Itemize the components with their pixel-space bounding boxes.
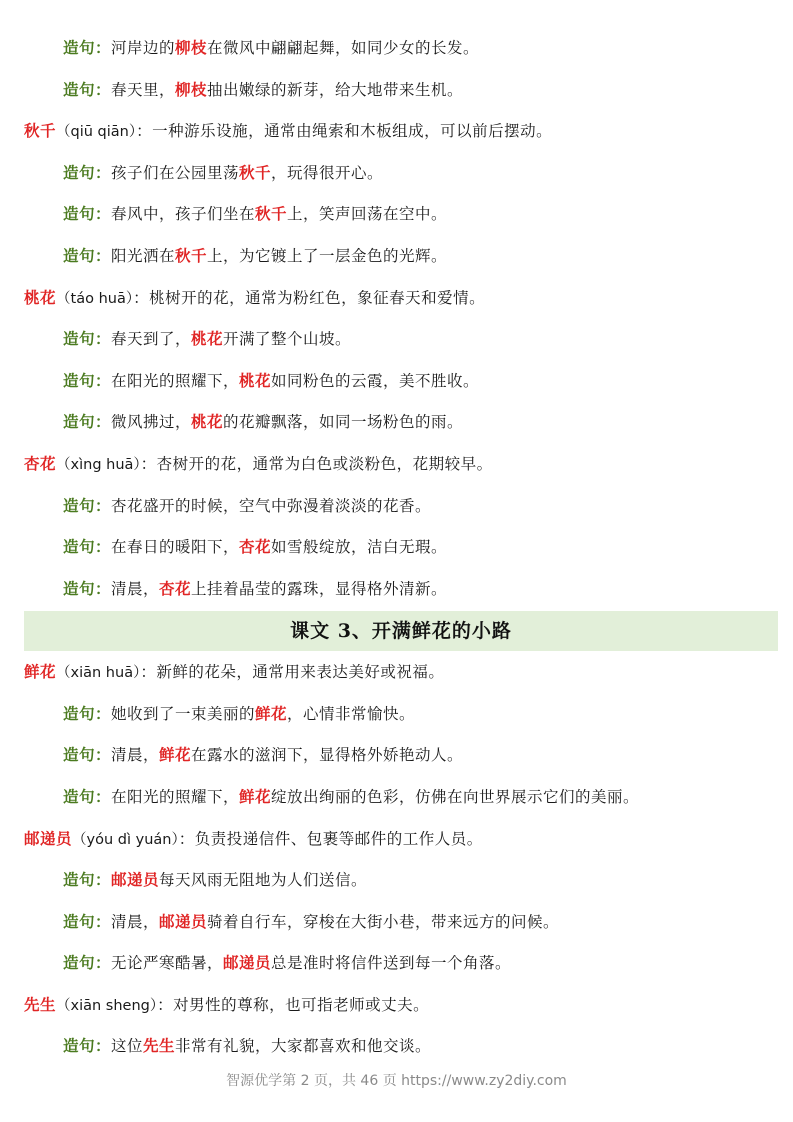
sentence-text-pre: 在春日的暖阳下， xyxy=(111,538,240,556)
vocabulary-entry xyxy=(0,449,493,479)
sentence-text-pre: 杏花盛开的时候，空气中弥漫着淡淡的花香。 xyxy=(111,497,432,515)
section-title-banner: 课文 3、开满鲜花的小路 xyxy=(24,611,778,651)
sentence-text-pre: 阳光洒在 xyxy=(111,247,176,265)
example-sentence xyxy=(0,574,447,604)
sentence-text-pre: 她收到了一束美丽的 xyxy=(111,705,256,723)
sentence-text-post: ，玩得很开心。 xyxy=(271,164,384,182)
vocab-term: 邮递员 xyxy=(24,829,73,848)
sentence-label: 造句： xyxy=(63,329,112,348)
highlighted-term: 邮递员 xyxy=(111,870,160,889)
sentence-label: 造句： xyxy=(63,412,112,431)
example-sentence xyxy=(0,491,431,521)
sentence-text-pre: 清晨， xyxy=(111,746,160,764)
sentence-text-post: 抽出嫩绿的新芽，给大地带来生机。 xyxy=(207,81,464,99)
example-sentence xyxy=(0,782,639,812)
vocab-definition: ：新鲜的花朵，通常用来表达美好或祝福。 xyxy=(140,663,445,681)
highlighted-term: 先生 xyxy=(143,1036,176,1055)
sentence-label: 造句： xyxy=(63,704,112,723)
vocab-definition: ：对男性的尊称，也可指老师或丈夫。 xyxy=(157,996,430,1014)
vocab-term: 秋千 xyxy=(24,121,57,140)
highlighted-term: 杏花 xyxy=(159,579,192,598)
sentence-label: 造句： xyxy=(63,579,112,598)
highlighted-term: 柳枝 xyxy=(175,38,208,57)
sentence-text-post: 非常有礼貌，大家都喜欢和他交谈。 xyxy=(175,1037,432,1055)
sentence-text-pre: 春风中，孩子们坐在 xyxy=(111,205,256,223)
sentence-label: 造句： xyxy=(63,163,112,182)
sentence-text-pre: 孩子们在公园里荡 xyxy=(111,164,240,182)
example-sentence xyxy=(0,158,383,188)
vocab-definition: ：一种游乐设施，通常由绳索和木板组成，可以前后摆动。 xyxy=(136,122,553,140)
example-sentence xyxy=(0,324,351,354)
example-sentence xyxy=(0,75,463,105)
vocab-term: 先生 xyxy=(24,995,57,1014)
vocabulary-entry xyxy=(0,283,485,313)
vocab-pinyin: （xìng huā） xyxy=(56,457,141,473)
vocabulary-entry xyxy=(0,657,444,687)
vocab-pinyin: （yóu dì yuán） xyxy=(72,832,179,848)
sentence-text-pre: 微风拂过， xyxy=(111,413,192,431)
highlighted-term: 鲜花 xyxy=(255,704,288,723)
page-footer: 智源优学第 2 页，共 46 页 https://www.zy2diy.com xyxy=(226,1073,567,1089)
sentence-text-post: ，心情非常愉快。 xyxy=(287,705,416,723)
sentence-label: 造句： xyxy=(63,953,112,972)
highlighted-term: 秋千 xyxy=(239,163,272,182)
sentence-label: 造句： xyxy=(63,204,112,223)
sentence-text-pre: 河岸边的 xyxy=(111,39,176,57)
sentence-text-post: 如雪般绽放，洁白无瑕。 xyxy=(271,538,448,556)
example-sentence xyxy=(0,199,447,229)
example-sentence xyxy=(0,532,447,562)
sentence-text-post: 如同粉色的云霞，美不胜收。 xyxy=(271,372,480,390)
sentence-label: 造句： xyxy=(63,371,112,390)
vocab-term: 鲜花 xyxy=(24,662,57,681)
vocabulary-entry xyxy=(0,116,552,146)
vocab-term: 杏花 xyxy=(24,454,57,473)
example-sentence xyxy=(0,865,367,895)
sentence-text-pre: 春天到了， xyxy=(111,330,192,348)
vocabulary-entry xyxy=(0,990,429,1020)
highlighted-term: 柳枝 xyxy=(175,80,208,99)
sentence-text-pre: 春天里， xyxy=(111,81,176,99)
vocab-definition: ：桃树开的花，通常为粉红色，象征春天和爱情。 xyxy=(133,289,486,307)
sentence-text-pre: 清晨， xyxy=(111,913,160,931)
vocab-definition: ：负责投递信件、包裹等邮件的工作人员。 xyxy=(178,830,483,848)
highlighted-term: 秋千 xyxy=(175,246,208,265)
example-sentence xyxy=(0,699,415,729)
sentence-label: 造句： xyxy=(63,38,112,57)
sentence-text-pre: 在阳光的照耀下， xyxy=(111,372,240,390)
example-sentence xyxy=(0,948,511,978)
sentence-text-pre: 这位 xyxy=(111,1037,144,1055)
vocab-pinyin: （xiān sheng） xyxy=(56,998,158,1014)
vocab-pinyin: （táo huā） xyxy=(56,291,134,307)
vocab-term: 桃花 xyxy=(24,288,57,307)
highlighted-term: 桃花 xyxy=(191,412,224,431)
example-sentence xyxy=(0,241,447,271)
sentence-text-post: 总是准时将信件送到每一个角落。 xyxy=(271,954,512,972)
sentence-label: 造句： xyxy=(63,787,112,806)
example-sentence xyxy=(0,740,463,770)
example-sentence xyxy=(0,1031,431,1061)
highlighted-term: 杏花 xyxy=(239,537,272,556)
vocab-pinyin: （qiū qiān） xyxy=(56,124,137,140)
sentence-text-post: 上挂着晶莹的露珠，显得格外清新。 xyxy=(191,580,448,598)
vocab-definition: ：杏树开的花，通常为白色或淡粉色，花期较早。 xyxy=(140,455,493,473)
sentence-text-post: 绽放出绚丽的色彩，仿佛在向世界展示它们的美丽。 xyxy=(271,788,640,806)
example-sentence xyxy=(0,407,463,437)
sentence-text-pre: 清晨， xyxy=(111,580,160,598)
sentence-text-post: 开满了整个山坡。 xyxy=(223,330,352,348)
highlighted-term: 秋千 xyxy=(255,204,288,223)
sentence-label: 造句： xyxy=(63,537,112,556)
highlighted-term: 鲜花 xyxy=(159,745,192,764)
example-sentence xyxy=(0,33,479,63)
sentence-text-post: 在露水的滋润下，显得格外娇艳动人。 xyxy=(191,746,464,764)
sentence-text-post: 上，笑声回荡在空中。 xyxy=(287,205,448,223)
highlighted-term: 邮递员 xyxy=(223,953,272,972)
highlighted-term: 邮递员 xyxy=(159,912,208,931)
sentence-text-pre: 在阳光的照耀下， xyxy=(111,788,240,806)
sentence-label: 造句： xyxy=(63,912,112,931)
sentence-label: 造句： xyxy=(63,80,112,99)
sentence-text-post: 骑着自行车，穿梭在大街小巷，带来远方的问候。 xyxy=(207,913,560,931)
example-sentence xyxy=(0,366,479,396)
sentence-label: 造句： xyxy=(63,745,112,764)
sentence-label: 造句： xyxy=(63,246,112,265)
vocabulary-entry xyxy=(0,824,483,854)
sentence-text-post: 在微风中翩翩起舞，如同少女的长发。 xyxy=(207,39,480,57)
highlighted-term: 桃花 xyxy=(239,371,272,390)
sentence-text-pre: 无论严寒酷暑， xyxy=(111,954,224,972)
sentence-label: 造句： xyxy=(63,1036,112,1055)
highlighted-term: 桃花 xyxy=(191,329,224,348)
highlighted-term: 鲜花 xyxy=(239,787,272,806)
sentence-label: 造句： xyxy=(63,870,112,889)
example-sentence xyxy=(0,907,559,937)
sentence-label: 造句： xyxy=(63,496,112,515)
sentence-text-post: 的花瓣飘落，如同一场粉色的雨。 xyxy=(223,413,464,431)
sentence-text-post: 上，为它镀上了一层金色的光辉。 xyxy=(207,247,448,265)
vocab-pinyin: （xiān huā） xyxy=(56,665,141,681)
sentence-text-post: 每天风雨无阻地为人们送信。 xyxy=(159,871,368,889)
